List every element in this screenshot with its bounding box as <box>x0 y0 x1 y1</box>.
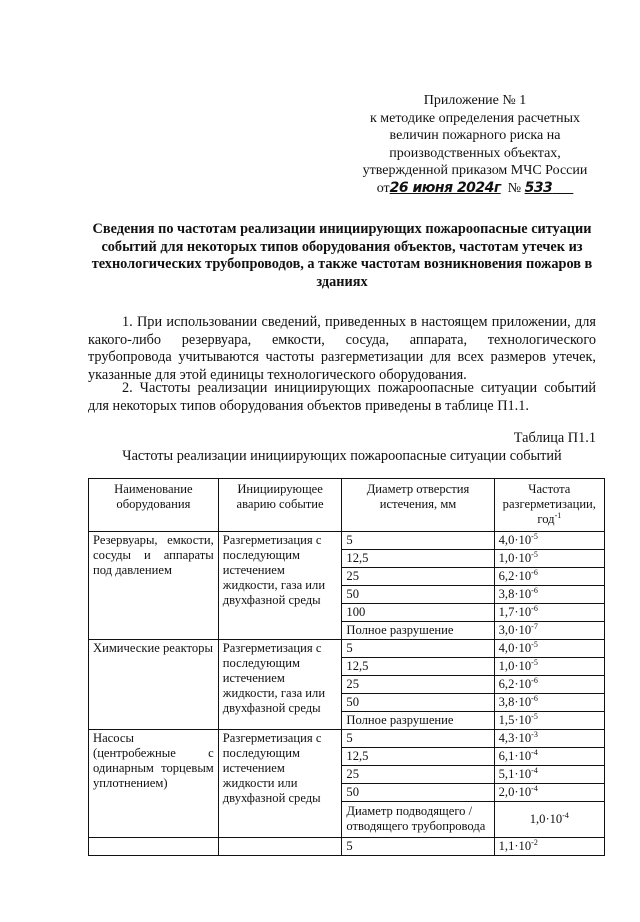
frequency-mantissa: 3,8·10 <box>498 587 532 601</box>
frequency-cell <box>494 658 604 676</box>
diameter-cell: Полное разрушение <box>342 712 494 730</box>
frequency-cell <box>494 532 604 550</box>
equipment-name: Насосы (центробежные с одинарным торцевым уплотнением) <box>93 731 214 790</box>
frequency-exponent: -4 <box>562 810 569 820</box>
table-row <box>89 838 605 856</box>
diameter-cell: 12,5 <box>342 550 494 568</box>
diameter-cell: 50 <box>342 784 494 802</box>
appendix-number: Приложение № 1 <box>423 93 527 108</box>
equipment-cell <box>89 730 219 838</box>
header-frequency-text: Частота разгерметизации, год <box>502 482 596 526</box>
order-date-line <box>350 180 600 198</box>
event-cell: Разгерметизация с последующим истечением жидкости или двухфазной среды <box>218 730 342 838</box>
frequency-cell <box>494 748 604 766</box>
frequency-cell <box>494 730 604 748</box>
table-title: Частоты реализации инициирующих пожароопасные ситуации событий <box>122 448 562 464</box>
diameter-cell: Полное разрушение <box>342 622 494 640</box>
frequency-exponent: -5 <box>531 531 538 541</box>
header-equipment: Наименование оборудования <box>89 479 219 532</box>
equipment-cell <box>89 640 219 730</box>
frequency-mantissa: 3,8·10 <box>498 695 532 709</box>
diameter-cell: 100 <box>342 604 494 622</box>
frequency-mantissa: 6,2·10 <box>498 569 532 583</box>
frequency-cell <box>494 604 604 622</box>
diameter-cell: 5 <box>342 838 494 856</box>
frequency-exponent: -6 <box>531 693 538 703</box>
frequency-cell <box>494 622 604 640</box>
frequency-exponent: -5 <box>531 549 538 559</box>
frequency-mantissa: 1,1·10 <box>498 839 532 853</box>
diameter-cell: 5 <box>342 640 494 658</box>
frequency-exponent: -6 <box>531 603 538 613</box>
table-row <box>89 730 605 748</box>
frequency-exponent: -5 <box>531 657 538 667</box>
frequency-mantissa: 6,1·10 <box>498 749 532 763</box>
frequency-cell <box>494 676 604 694</box>
header-event: Инициирующее аварию событие <box>218 479 342 532</box>
table-row <box>89 532 605 550</box>
diameter-cell: 25 <box>342 568 494 586</box>
frequency-mantissa: 4,3·10 <box>498 731 532 745</box>
frequency-exponent: -5 <box>531 639 538 649</box>
frequency-mantissa: 1,0·10 <box>498 659 532 673</box>
section-heading: Сведения по частотам реализации инициирующих пожароопасные ситуации событий для некоторых типов оборудования объектов, частотам утечек из технологических трубопроводов, а также частотам возникновения пожаров в зданиях <box>91 221 593 290</box>
diameter-cell: 12,5 <box>342 658 494 676</box>
frequency-exponent: -6 <box>531 585 538 595</box>
approval-line: к методике определения расчетных <box>369 110 581 126</box>
frequency-table <box>88 478 605 856</box>
frequency-exponent: -6 <box>531 567 538 577</box>
header-frequency-exponent: -1 <box>554 510 562 520</box>
frequency-exponent: -7 <box>531 621 538 631</box>
diameter-cell: Диаметр подводящего / отводящего трубопровода <box>342 802 494 838</box>
frequency-mantissa: 1,0·10 <box>529 812 563 826</box>
from-prefix: от <box>376 180 390 196</box>
event-cell: Разгерметизация с последующим истечением жидкости, газа или двухфазной среды <box>218 532 342 640</box>
table-header-row <box>89 479 605 532</box>
frequency-cell <box>494 802 604 838</box>
paragraph-1: 1. При использовании сведений, приведенных в настоящем приложении, для какого-либо резервуара, емкости, сосуда, аппарата, технологического трубопровода учитываются частоты разгерметизации для всех размеров утечек, указанные для этой единицы технологического оборудования. <box>88 314 596 383</box>
diameter-cell: 5 <box>342 730 494 748</box>
frequency-mantissa: 4,0·10 <box>498 533 532 547</box>
approval-block <box>350 92 600 197</box>
frequency-mantissa: 1,5·10 <box>498 713 532 727</box>
equipment-name: Химические реакторы <box>93 641 213 655</box>
frequency-exponent: -4 <box>531 783 538 793</box>
frequency-cell <box>494 586 604 604</box>
frequency-mantissa: 4,0·10 <box>498 641 532 655</box>
event-cell: Разгерметизация с последующим истечением жидкости, газа или двухфазной среды <box>218 640 342 730</box>
equipment-cell <box>89 532 219 640</box>
diameter-cell: 50 <box>342 586 494 604</box>
diameter-cell: 25 <box>342 766 494 784</box>
paragraph-2: 2. Частоты реализации инициирующих пожароопасные ситуации событий для некоторых типов оборудования объектов приведены в таблице П1.1. <box>88 380 596 414</box>
table-row <box>89 640 605 658</box>
frequency-cell <box>494 550 604 568</box>
number-prefix: № <box>507 180 522 196</box>
event-cell <box>218 838 342 856</box>
frequency-cell <box>494 784 604 802</box>
handwritten-date: 26 июня 2024г <box>389 179 501 196</box>
frequency-cell <box>494 712 604 730</box>
frequency-mantissa: 2,0·10 <box>498 785 532 799</box>
approval-line: утвержденной приказом МЧС России <box>362 163 588 178</box>
frequency-cell <box>494 694 604 712</box>
diameter-cell: 12,5 <box>342 748 494 766</box>
equipment-cell <box>89 838 219 856</box>
header-diameter: Диаметр отверстия истечения, мм <box>342 479 494 532</box>
frequency-exponent: -3 <box>531 729 538 739</box>
approval-line: величин пожарного риска на <box>389 128 561 143</box>
frequency-exponent: -4 <box>531 747 538 757</box>
approval-line: производственных объектах, <box>389 145 561 161</box>
frequency-mantissa: 3,0·10 <box>498 623 532 637</box>
equipment-name: Резервуары, емкости, сосуды и аппараты под давлением <box>93 533 214 577</box>
frequency-exponent: -2 <box>531 837 538 847</box>
diameter-cell: 25 <box>342 676 494 694</box>
frequency-cell <box>494 568 604 586</box>
frequency-mantissa: 5,1·10 <box>498 767 532 781</box>
frequency-mantissa: 1,7·10 <box>498 605 532 619</box>
frequency-mantissa: 1,0·10 <box>498 551 532 565</box>
handwritten-order-number: 533 <box>524 179 553 196</box>
frequency-exponent: -4 <box>531 765 538 775</box>
table-label: Таблица П1.1 <box>513 430 596 446</box>
frequency-cell <box>494 838 604 856</box>
header-frequency <box>494 479 604 532</box>
diameter-cell: 5 <box>342 532 494 550</box>
frequency-cell <box>494 640 604 658</box>
frequency-mantissa: 6,2·10 <box>498 677 532 691</box>
frequency-exponent: -5 <box>531 711 538 721</box>
diameter-cell: 50 <box>342 694 494 712</box>
frequency-exponent: -6 <box>531 675 538 685</box>
frequency-cell <box>494 766 604 784</box>
